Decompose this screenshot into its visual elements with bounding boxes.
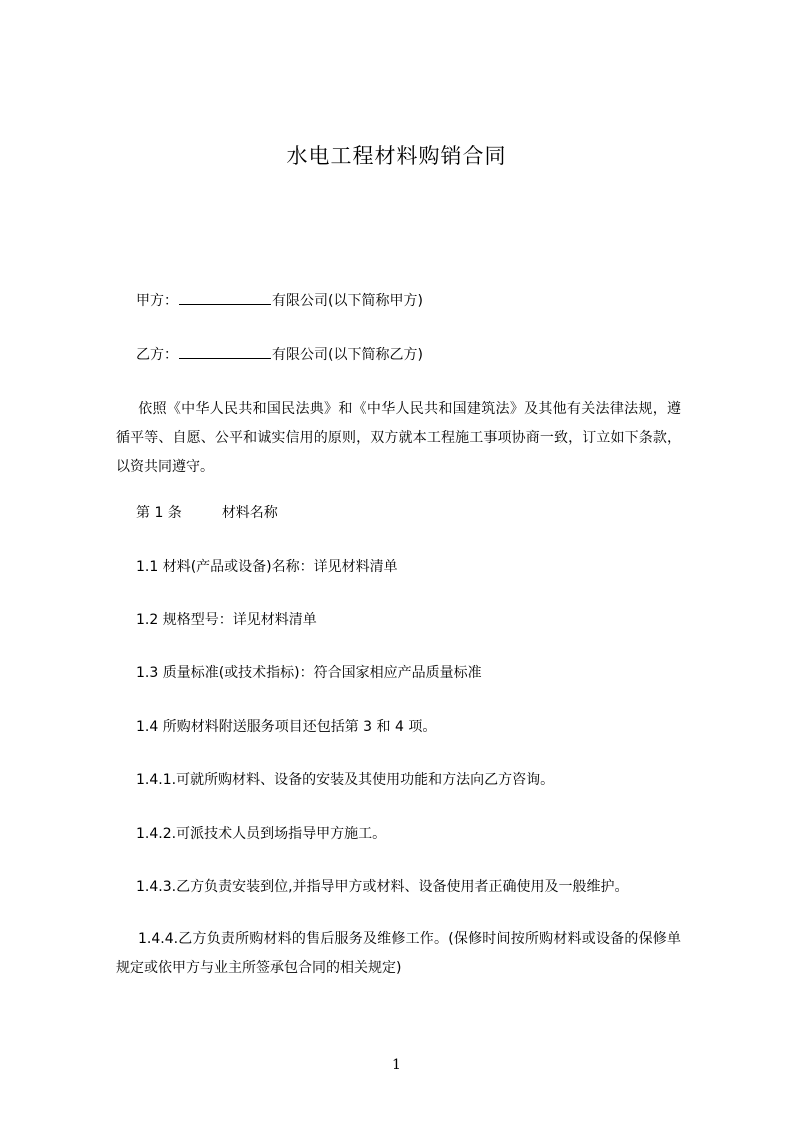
article-1-title: 材料名称 [221, 505, 278, 521]
party-a-blank [179, 290, 271, 305]
article-1-number: 第 1 条 [136, 505, 182, 521]
party-b-blank [179, 344, 271, 359]
party-b-line [136, 344, 423, 365]
party-b-label: 乙方： [136, 347, 178, 363]
page-number: 1 [392, 1057, 401, 1073]
document-title: 水电工程材料购销合同 [286, 144, 507, 168]
preamble-text: 依照《中华人民共和国民法典》和《中华人民共和国建筑法》及其他有关法律法规，遵循平等、自愿、公平和诚实信用的原则，双方就本工程施工事项协商一致，订立如下条款，以资共同遵守。 [116, 401, 681, 475]
clause-1-4-4-text: 1.4.4.乙方负责所购材料的售后服务及维修工作。(保修时间按所购材料或设备的保修单规定或依甲方与业主所签承包合同的相关规定) [116, 931, 681, 976]
clause-1-4-4 [116, 925, 681, 983]
clause-1-4-3: 1.4.3.乙方负责安装到位,并指导甲方或材料、设备使用者正确使用及一般维护。 [136, 879, 629, 895]
preamble-paragraph [116, 395, 681, 482]
party-a-label: 甲方： [136, 293, 178, 309]
party-b-suffix: 有限公司(以下简称乙方) [272, 347, 423, 363]
article-1-heading [136, 503, 278, 523]
clause-1-4-2: 1.4.2.可派技术人员到场指导甲方施工。 [136, 826, 387, 842]
clause-1-1: 1.1 材料(产品或设备)名称：详见材料清单 [136, 559, 398, 575]
clause-1-3: 1.3 质量标准(或技术指标)：符合国家相应产品质量标准 [136, 665, 482, 681]
party-a-suffix: 有限公司(以下简称甲方) [272, 293, 423, 309]
party-a-line [136, 290, 423, 311]
clause-1-4: 1.4 所购材料附送服务项目还包括第 3 和 4 项。 [136, 719, 437, 735]
clause-1-4-1: 1.4.1.可就所购材料、设备的安装及其使用功能和方法向乙方咨询。 [136, 772, 555, 788]
clause-1-2: 1.2 规格型号：详见材料清单 [136, 612, 317, 628]
